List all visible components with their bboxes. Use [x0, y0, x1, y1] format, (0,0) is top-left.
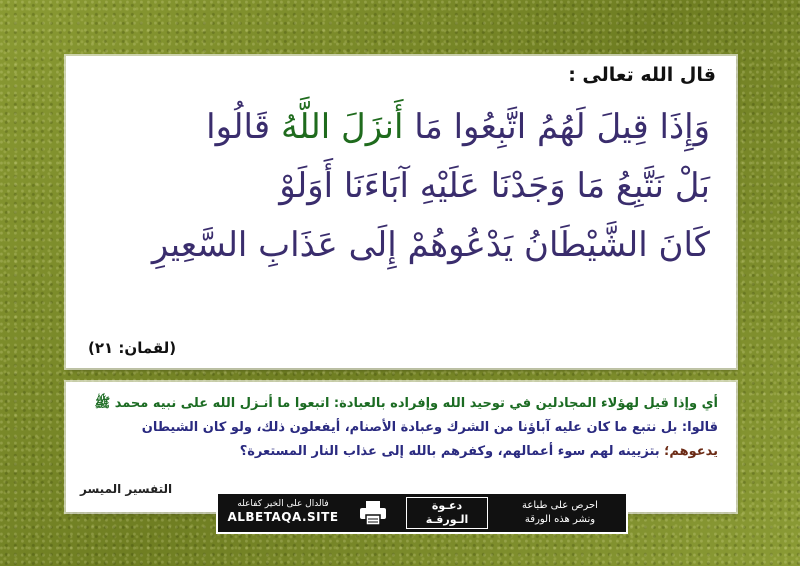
verse-line-2: بَلْ نَتَّبِعُ مَا وَجَدْنَا عَلَيْهِ آبَاءَنَا أَوَلَوْ — [279, 166, 710, 206]
verse-panel — [66, 56, 736, 368]
site-link[interactable]: ALBETAQA.SITE — [227, 510, 339, 524]
tafsir-source: التفسير الميسر — [80, 482, 173, 496]
verse-segment-1c: قَالُوا — [206, 107, 271, 147]
quran-verse — [86, 98, 710, 275]
verse-segment-1a: وَإِذَا قِيلَ لَهُمُ اتَّبِعُوا مَا — [414, 107, 710, 147]
printer-icon — [358, 500, 388, 526]
heading: قال الله تعالى : — [568, 64, 716, 86]
print-reminder-line-2: ونشر هذه الورقة — [524, 514, 596, 525]
logo-line-2: الـورقـة — [425, 513, 469, 526]
footer-banner — [216, 492, 628, 534]
tafsir-part-2: قالوا: بل نتبع ما كان عليه آباؤنا من الشرك وعبادة الأصنام، أيفعلون ذلك، ولو كان الشيطان — [141, 420, 718, 435]
verse-segment-1b: أَنزَلَ اللَّهُ — [280, 107, 404, 147]
logo — [406, 497, 488, 529]
site-box — [224, 498, 342, 528]
tafsir-part-3: يدعوهم؛ — [664, 444, 718, 459]
verse-line-3: كَانَ الشَّيْطَانُ يَدْعُوهُمْ إِلَى عَذَابِ السَّعِيرِ — [151, 225, 710, 265]
print-reminder-line-1: احرص على طباعة — [522, 500, 598, 511]
tafsir-part-4: بتزيينه لهم سوء أعمالهم، وكفرهم بالله إلى عذاب النار المستعرة؟ — [239, 444, 660, 459]
tafsir-part-1: أي وإذا قيل لهؤلاء المجادلين في توحيد الله وإفراده بالعبادة: اتبعوا ما أنـزل الله على نبيه محمد ﷺ — [94, 396, 718, 411]
logo-line-1: دعـوة — [431, 499, 463, 512]
tafsir-text — [84, 392, 718, 464]
footer-slogan: فالدال على الخير كفاعله — [237, 499, 329, 509]
surah-reference: (لقمان: ٢١) — [88, 339, 177, 357]
verse-line-1 — [86, 98, 710, 157]
print-reminder — [502, 499, 618, 529]
